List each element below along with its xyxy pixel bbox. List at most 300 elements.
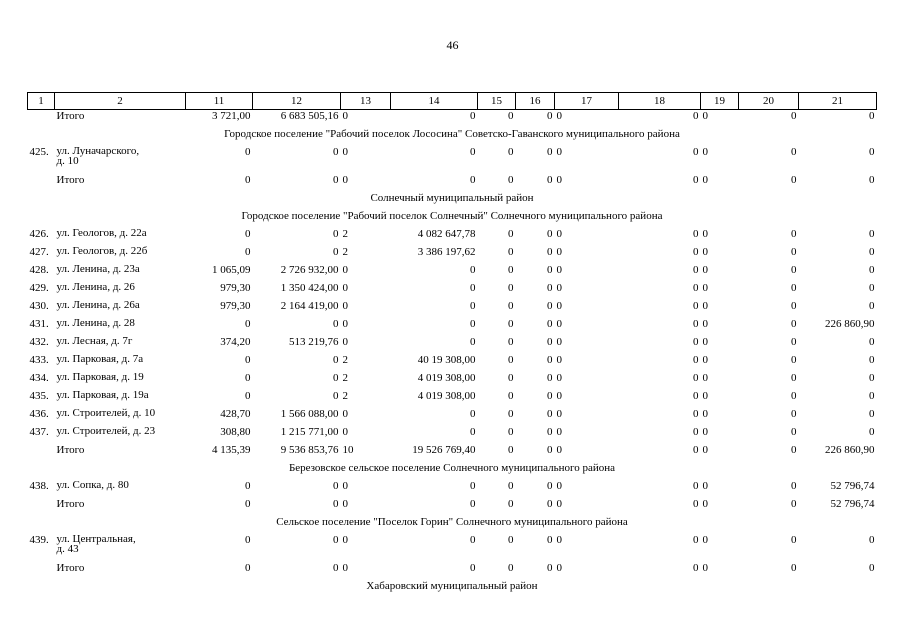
value-cell-c15: 0 bbox=[508, 444, 514, 456]
value-cell-c21: 0 bbox=[869, 408, 875, 420]
address-line: ул. Геологов, д. 22б bbox=[56, 245, 148, 257]
address-line: ул. Центральная, bbox=[56, 533, 136, 545]
value-cell-c13: 0 bbox=[342, 426, 348, 438]
value-cell-c15: 0 bbox=[508, 354, 514, 366]
value-cell-c13: 0 bbox=[342, 146, 348, 158]
value-cell-c11: 0 bbox=[245, 480, 251, 492]
address-line: д. 10 bbox=[56, 155, 79, 167]
value-cell-c18: 0 bbox=[693, 562, 699, 574]
address-line: ул. Геологов, д. 22а bbox=[56, 227, 147, 239]
address-cell bbox=[55, 480, 186, 498]
value-cell-c17: 0 bbox=[556, 534, 562, 546]
empty-cell bbox=[28, 174, 55, 192]
address-cell bbox=[55, 408, 186, 426]
value-cell-c20: 0 bbox=[791, 300, 797, 312]
value-cell-c20: 0 bbox=[791, 480, 797, 492]
value-cell-c14: 0 bbox=[470, 174, 476, 186]
value-cell-c14: 0 bbox=[470, 480, 476, 492]
value-cell-c17: 0 bbox=[556, 318, 562, 330]
value-cell-c17: 0 bbox=[556, 246, 562, 258]
header-row bbox=[28, 93, 877, 110]
address-line: ул. Парковая, д. 7а bbox=[56, 353, 144, 365]
value-cell-c16: 0 bbox=[547, 354, 553, 366]
value-cell-c16: 0 bbox=[547, 264, 553, 276]
value-cell-c20: 0 bbox=[791, 498, 797, 510]
address-cell bbox=[55, 146, 186, 174]
value-cell-c11: 0 bbox=[245, 146, 251, 158]
value-cell-c19: 0 bbox=[702, 318, 708, 330]
section-heading-row bbox=[28, 462, 877, 480]
value-cell-c21: 0 bbox=[869, 174, 875, 186]
value-cell-c17: 0 bbox=[556, 390, 562, 402]
value-cell-c19: 0 bbox=[702, 480, 708, 492]
table-row bbox=[28, 264, 877, 282]
section-heading: Городское поселение "Рабочий поселок Лососина" Советско-Гаванского муниципального района bbox=[224, 128, 680, 140]
value-cell-c15: 0 bbox=[508, 318, 514, 330]
value-cell-c20: 0 bbox=[791, 426, 797, 438]
value-cell-c19: 0 bbox=[702, 228, 708, 240]
row-number: 425. bbox=[29, 146, 49, 158]
value-cell-c13: 2 bbox=[342, 246, 348, 258]
value-cell-c12: 0 bbox=[333, 228, 339, 240]
total-label: Итого bbox=[56, 174, 85, 186]
table-body bbox=[28, 93, 877, 599]
address-line: ул. Парковая, д. 19 bbox=[56, 371, 144, 383]
table-row bbox=[28, 480, 877, 498]
value-cell-c15: 0 bbox=[508, 282, 514, 294]
value-cell-c21: 0 bbox=[869, 426, 875, 438]
value-cell-c20: 0 bbox=[791, 228, 797, 240]
header-cell: 14 bbox=[391, 93, 478, 110]
value-cell-c19: 0 bbox=[702, 498, 708, 510]
section-heading: Березовское сельское поселение Солнечного муниципального района bbox=[288, 462, 616, 474]
section-heading: Городское поселение "Рабочий поселок Солнечный" Солнечного муниципального района bbox=[241, 210, 663, 222]
table-row bbox=[28, 354, 877, 372]
value-cell-c17: 0 bbox=[556, 426, 562, 438]
value-cell-c16: 0 bbox=[547, 408, 553, 420]
value-cell-c15: 0 bbox=[508, 110, 514, 122]
table-row bbox=[28, 390, 877, 408]
table-row bbox=[28, 372, 877, 390]
total-row bbox=[28, 444, 877, 462]
value-cell-c16: 0 bbox=[547, 498, 553, 510]
table-row bbox=[28, 246, 877, 264]
value-cell-c18: 0 bbox=[693, 246, 699, 258]
value-cell-c15: 0 bbox=[508, 498, 514, 510]
value-cell-c18: 0 bbox=[693, 228, 699, 240]
value-cell-c11: 0 bbox=[245, 372, 251, 384]
value-cell-c14: 0 bbox=[470, 300, 476, 312]
value-cell-c21: 0 bbox=[869, 282, 875, 294]
value-cell-c17: 0 bbox=[556, 354, 562, 366]
value-cell-c21: 0 bbox=[869, 228, 875, 240]
value-cell-c19: 0 bbox=[702, 444, 708, 456]
value-cell-c16: 0 bbox=[547, 174, 553, 186]
value-cell-c18: 0 bbox=[693, 174, 699, 186]
section-heading-row bbox=[28, 516, 877, 534]
value-cell-c14: 0 bbox=[470, 534, 476, 546]
value-cell-c13: 0 bbox=[342, 318, 348, 330]
row-number: 430. bbox=[29, 300, 49, 312]
value-cell-c16: 0 bbox=[547, 390, 553, 402]
address-cell bbox=[55, 264, 186, 282]
section-heading-row bbox=[28, 580, 877, 598]
value-cell-c11: 374,20 bbox=[220, 336, 251, 348]
value-cell-c17: 0 bbox=[556, 146, 562, 158]
value-cell-c16: 0 bbox=[547, 426, 553, 438]
value-cell-c17: 0 bbox=[556, 110, 562, 122]
value-cell-c21: 226 860,90 bbox=[825, 318, 875, 330]
value-cell-c12: 0 bbox=[333, 562, 339, 574]
value-cell-c21: 0 bbox=[869, 146, 875, 158]
value-cell-c15: 0 bbox=[508, 408, 514, 420]
value-cell-c21: 52 796,74 bbox=[830, 498, 875, 510]
value-cell-c19: 0 bbox=[702, 390, 708, 402]
value-cell-c13: 0 bbox=[342, 174, 348, 186]
row-number: 439. bbox=[29, 534, 49, 546]
value-cell-c17: 0 bbox=[556, 408, 562, 420]
value-cell-c19: 0 bbox=[702, 408, 708, 420]
section-heading: Солнечный муниципальный район bbox=[370, 192, 534, 204]
value-cell-c12: 1 566 088,00 bbox=[280, 408, 339, 420]
value-cell-c13: 2 bbox=[342, 372, 348, 384]
address-line: ул. Луначарского, bbox=[56, 145, 140, 157]
value-cell-c12: 0 bbox=[333, 390, 339, 402]
value-cell-c15: 0 bbox=[508, 534, 514, 546]
value-cell-c17: 0 bbox=[556, 336, 562, 348]
value-cell-c12: 0 bbox=[333, 534, 339, 546]
value-cell-c18: 0 bbox=[693, 318, 699, 330]
value-cell-c16: 0 bbox=[547, 336, 553, 348]
data-table bbox=[27, 92, 877, 598]
section-heading-row bbox=[28, 128, 877, 146]
value-cell-c13: 0 bbox=[342, 264, 348, 276]
value-cell-c17: 0 bbox=[556, 228, 562, 240]
row-number: 431. bbox=[29, 318, 49, 330]
value-cell-c15: 0 bbox=[508, 264, 514, 276]
value-cell-c19: 0 bbox=[702, 264, 708, 276]
table-row bbox=[28, 300, 877, 318]
value-cell-c20: 0 bbox=[791, 390, 797, 402]
value-cell-c15: 0 bbox=[508, 246, 514, 258]
value-cell-c12: 0 bbox=[333, 318, 339, 330]
value-cell-c17: 0 bbox=[556, 444, 562, 456]
value-cell-c11: 1 065,09 bbox=[212, 264, 251, 276]
value-cell-c15: 0 bbox=[508, 562, 514, 574]
value-cell-c21: 0 bbox=[869, 534, 875, 546]
value-cell-c13: 0 bbox=[342, 534, 348, 546]
value-cell-c11: 0 bbox=[245, 562, 251, 574]
total-row bbox=[28, 174, 877, 192]
value-cell-c16: 0 bbox=[547, 480, 553, 492]
address-line: ул. Парковая, д. 19а bbox=[56, 389, 149, 401]
value-cell-c11: 979,30 bbox=[220, 300, 251, 312]
value-cell-c19: 0 bbox=[702, 146, 708, 158]
value-cell-c19: 0 bbox=[702, 534, 708, 546]
row-number: 432. bbox=[29, 336, 49, 348]
value-cell-c20: 0 bbox=[791, 246, 797, 258]
table-row bbox=[28, 336, 877, 354]
table-row bbox=[28, 426, 877, 444]
value-cell-c11: 0 bbox=[245, 228, 251, 240]
value-cell-c14: 0 bbox=[470, 408, 476, 420]
value-cell-c13: 0 bbox=[342, 480, 348, 492]
value-cell-c15: 0 bbox=[508, 228, 514, 240]
value-cell-c12: 0 bbox=[333, 372, 339, 384]
value-cell-c16: 0 bbox=[547, 282, 553, 294]
value-cell-c19: 0 bbox=[702, 282, 708, 294]
value-cell-c19: 0 bbox=[702, 110, 708, 122]
header-cell: 16 bbox=[516, 93, 555, 110]
value-cell-c18: 0 bbox=[693, 354, 699, 366]
row-number: 434. bbox=[29, 372, 49, 384]
total-label: Итого bbox=[56, 498, 85, 510]
value-cell-c18: 0 bbox=[693, 498, 699, 510]
value-cell-c12: 6 683 505,16 bbox=[280, 110, 339, 122]
total-row bbox=[28, 110, 877, 129]
value-cell-c14: 0 bbox=[470, 318, 476, 330]
row-number: 438. bbox=[29, 480, 49, 492]
value-cell-c11: 0 bbox=[245, 498, 251, 510]
value-cell-c17: 0 bbox=[556, 264, 562, 276]
section-heading: Хабаровский муниципальный район bbox=[366, 580, 538, 592]
row-number: 429. bbox=[29, 282, 49, 294]
value-cell-c17: 0 bbox=[556, 498, 562, 510]
address-cell bbox=[55, 318, 186, 336]
value-cell-c14: 0 bbox=[470, 146, 476, 158]
address-cell bbox=[55, 300, 186, 318]
value-cell-c17: 0 bbox=[556, 480, 562, 492]
header-cell: 19 bbox=[701, 93, 739, 110]
value-cell-c20: 0 bbox=[791, 562, 797, 574]
value-cell-c20: 0 bbox=[791, 408, 797, 420]
value-cell-c12: 1 215 771,00 bbox=[280, 426, 339, 438]
value-cell-c12: 0 bbox=[333, 354, 339, 366]
row-number: 426. bbox=[29, 228, 49, 240]
value-cell-c15: 0 bbox=[508, 480, 514, 492]
value-cell-c16: 0 bbox=[547, 110, 553, 122]
value-cell-c17: 0 bbox=[556, 282, 562, 294]
row-number: 427. bbox=[29, 246, 49, 258]
header-cell: 20 bbox=[739, 93, 799, 110]
value-cell-c14: 4 082 647,78 bbox=[417, 228, 476, 240]
value-cell-c14: 0 bbox=[470, 336, 476, 348]
value-cell-c21: 0 bbox=[869, 562, 875, 574]
value-cell-c18: 0 bbox=[693, 282, 699, 294]
value-cell-c14: 0 bbox=[470, 282, 476, 294]
header-cell: 12 bbox=[253, 93, 341, 110]
value-cell-c20: 0 bbox=[791, 354, 797, 366]
value-cell-c18: 0 bbox=[693, 426, 699, 438]
value-cell-c18: 0 bbox=[693, 534, 699, 546]
value-cell-c12: 9 536 853,76 bbox=[280, 444, 339, 456]
address-cell bbox=[55, 426, 186, 444]
header-cell: 13 bbox=[341, 93, 391, 110]
table-row bbox=[28, 282, 877, 300]
value-cell-c13: 0 bbox=[342, 498, 348, 510]
page-number: 46 bbox=[446, 38, 459, 52]
header-cell: 15 bbox=[478, 93, 516, 110]
value-cell-c14: 0 bbox=[470, 498, 476, 510]
value-cell-c16: 0 bbox=[547, 444, 553, 456]
value-cell-c14: 4 019 308,00 bbox=[417, 372, 476, 384]
value-cell-c20: 0 bbox=[791, 534, 797, 546]
value-cell-c16: 0 bbox=[547, 318, 553, 330]
value-cell-c13: 0 bbox=[342, 408, 348, 420]
empty-cell bbox=[28, 562, 55, 580]
value-cell-c14: 3 386 197,62 bbox=[417, 246, 476, 258]
value-cell-c15: 0 bbox=[508, 300, 514, 312]
value-cell-c20: 0 bbox=[791, 146, 797, 158]
value-cell-c12: 2 164 419,00 bbox=[280, 300, 339, 312]
address-line: д. 43 bbox=[56, 543, 79, 555]
value-cell-c12: 2 726 932,00 bbox=[280, 264, 339, 276]
value-cell-c21: 0 bbox=[869, 390, 875, 402]
value-cell-c14: 19 526 769,40 bbox=[412, 444, 476, 456]
value-cell-c16: 0 bbox=[547, 228, 553, 240]
value-cell-c17: 0 bbox=[556, 300, 562, 312]
table-row bbox=[28, 228, 877, 246]
value-cell-c20: 0 bbox=[791, 444, 797, 456]
address-cell bbox=[55, 354, 186, 372]
value-cell-c12: 1 350 424,00 bbox=[280, 282, 339, 294]
value-cell-c11: 0 bbox=[245, 318, 251, 330]
value-cell-c13: 2 bbox=[342, 390, 348, 402]
address-cell bbox=[55, 534, 186, 562]
value-cell-c16: 0 bbox=[547, 146, 553, 158]
value-cell-c21: 0 bbox=[869, 264, 875, 276]
value-cell-c21: 0 bbox=[869, 110, 875, 122]
value-cell-c19: 0 bbox=[702, 300, 708, 312]
value-cell-c18: 0 bbox=[693, 408, 699, 420]
value-cell-c17: 0 bbox=[556, 372, 562, 384]
row-number: 437. bbox=[29, 426, 49, 438]
header-cell: 2 bbox=[55, 93, 186, 110]
value-cell-c12: 0 bbox=[333, 480, 339, 492]
total-label: Итого bbox=[56, 562, 85, 574]
value-cell-c14: 0 bbox=[470, 110, 476, 122]
value-cell-c20: 0 bbox=[791, 264, 797, 276]
value-cell-c14: 4 019 308,00 bbox=[417, 390, 476, 402]
address-cell bbox=[55, 228, 186, 246]
value-cell-c12: 513 219,76 bbox=[289, 336, 339, 348]
value-cell-c19: 0 bbox=[702, 174, 708, 186]
value-cell-c19: 0 bbox=[702, 372, 708, 384]
address-line: ул. Ленина, д. 26а bbox=[56, 299, 140, 311]
value-cell-c20: 0 bbox=[791, 318, 797, 330]
value-cell-c18: 0 bbox=[693, 444, 699, 456]
value-cell-c11: 0 bbox=[245, 390, 251, 402]
address-cell bbox=[55, 372, 186, 390]
value-cell-c13: 0 bbox=[342, 110, 348, 122]
value-cell-c12: 0 bbox=[333, 246, 339, 258]
value-cell-c13: 2 bbox=[342, 354, 348, 366]
table-row bbox=[28, 408, 877, 426]
value-cell-c17: 0 bbox=[556, 174, 562, 186]
total-row bbox=[28, 562, 877, 580]
value-cell-c13: 10 bbox=[342, 444, 354, 456]
value-cell-c12: 0 bbox=[333, 146, 339, 158]
value-cell-c17: 0 bbox=[556, 562, 562, 574]
value-cell-c11: 0 bbox=[245, 174, 251, 186]
value-cell-c21: 0 bbox=[869, 300, 875, 312]
total-label: Итого bbox=[56, 444, 85, 456]
value-cell-c20: 0 bbox=[791, 110, 797, 122]
value-cell-c13: 0 bbox=[342, 336, 348, 348]
value-cell-c18: 0 bbox=[693, 264, 699, 276]
value-cell-c20: 0 bbox=[791, 282, 797, 294]
value-cell-c13: 2 bbox=[342, 228, 348, 240]
address-cell bbox=[55, 246, 186, 264]
value-cell-c16: 0 bbox=[547, 372, 553, 384]
value-cell-c21: 0 bbox=[869, 372, 875, 384]
value-cell-c11: 428,70 bbox=[220, 408, 251, 420]
table-row bbox=[28, 318, 877, 336]
value-cell-c15: 0 bbox=[508, 146, 514, 158]
value-cell-c13: 0 bbox=[342, 282, 348, 294]
value-cell-c14: 0 bbox=[470, 562, 476, 574]
row-number: 435. bbox=[29, 390, 49, 402]
value-cell-c12: 0 bbox=[333, 498, 339, 510]
value-cell-c19: 0 bbox=[702, 246, 708, 258]
value-cell-c14: 0 bbox=[470, 264, 476, 276]
value-cell-c16: 0 bbox=[547, 246, 553, 258]
row-number: 433. bbox=[29, 354, 49, 366]
value-cell-c18: 0 bbox=[693, 110, 699, 122]
section-heading: Сельское поселение "Поселок Горин" Солнечного муниципального района bbox=[276, 516, 628, 528]
table-row bbox=[28, 146, 877, 174]
value-cell-c11: 308,80 bbox=[220, 426, 251, 438]
address-line: ул. Ленина, д. 23а bbox=[56, 263, 140, 275]
value-cell-c11: 0 bbox=[245, 246, 251, 258]
value-cell-c15: 0 bbox=[508, 174, 514, 186]
value-cell-c18: 0 bbox=[693, 146, 699, 158]
address-line: ул. Строителей, д. 10 bbox=[56, 407, 156, 419]
value-cell-c15: 0 bbox=[508, 372, 514, 384]
section-heading-row bbox=[28, 192, 877, 210]
value-cell-c11: 979,30 bbox=[220, 282, 251, 294]
value-cell-c11: 4 135,39 bbox=[212, 444, 251, 456]
value-cell-c18: 0 bbox=[693, 390, 699, 402]
empty-cell bbox=[28, 110, 55, 129]
header-cell: 21 bbox=[799, 93, 877, 110]
value-cell-c19: 0 bbox=[702, 336, 708, 348]
value-cell-c16: 0 bbox=[547, 300, 553, 312]
value-cell-c14: 0 bbox=[470, 426, 476, 438]
row-number: 436. bbox=[29, 408, 49, 420]
value-cell-c13: 0 bbox=[342, 562, 348, 574]
header-cell: 18 bbox=[619, 93, 701, 110]
table-row bbox=[28, 534, 877, 562]
value-cell-c20: 0 bbox=[791, 336, 797, 348]
address-line: ул. Ленина, д. 28 bbox=[56, 317, 135, 329]
header-cell: 11 bbox=[186, 93, 253, 110]
value-cell-c21: 52 796,74 bbox=[830, 480, 875, 492]
value-cell-c12: 0 bbox=[333, 174, 339, 186]
header-cell: 1 bbox=[28, 93, 55, 110]
address-line: ул. Ленина, д. 26 bbox=[56, 281, 135, 293]
address-line: ул. Лесная, д. 7г bbox=[56, 335, 133, 347]
value-cell-c11: 0 bbox=[245, 534, 251, 546]
address-cell bbox=[55, 390, 186, 408]
value-cell-c21: 0 bbox=[869, 354, 875, 366]
row-number: 428. bbox=[29, 264, 49, 276]
address-cell bbox=[55, 282, 186, 300]
address-line: ул. Сопка, д. 80 bbox=[56, 479, 129, 491]
header-cell: 17 bbox=[555, 93, 619, 110]
empty-cell bbox=[28, 498, 55, 516]
value-cell-c16: 0 bbox=[547, 562, 553, 574]
